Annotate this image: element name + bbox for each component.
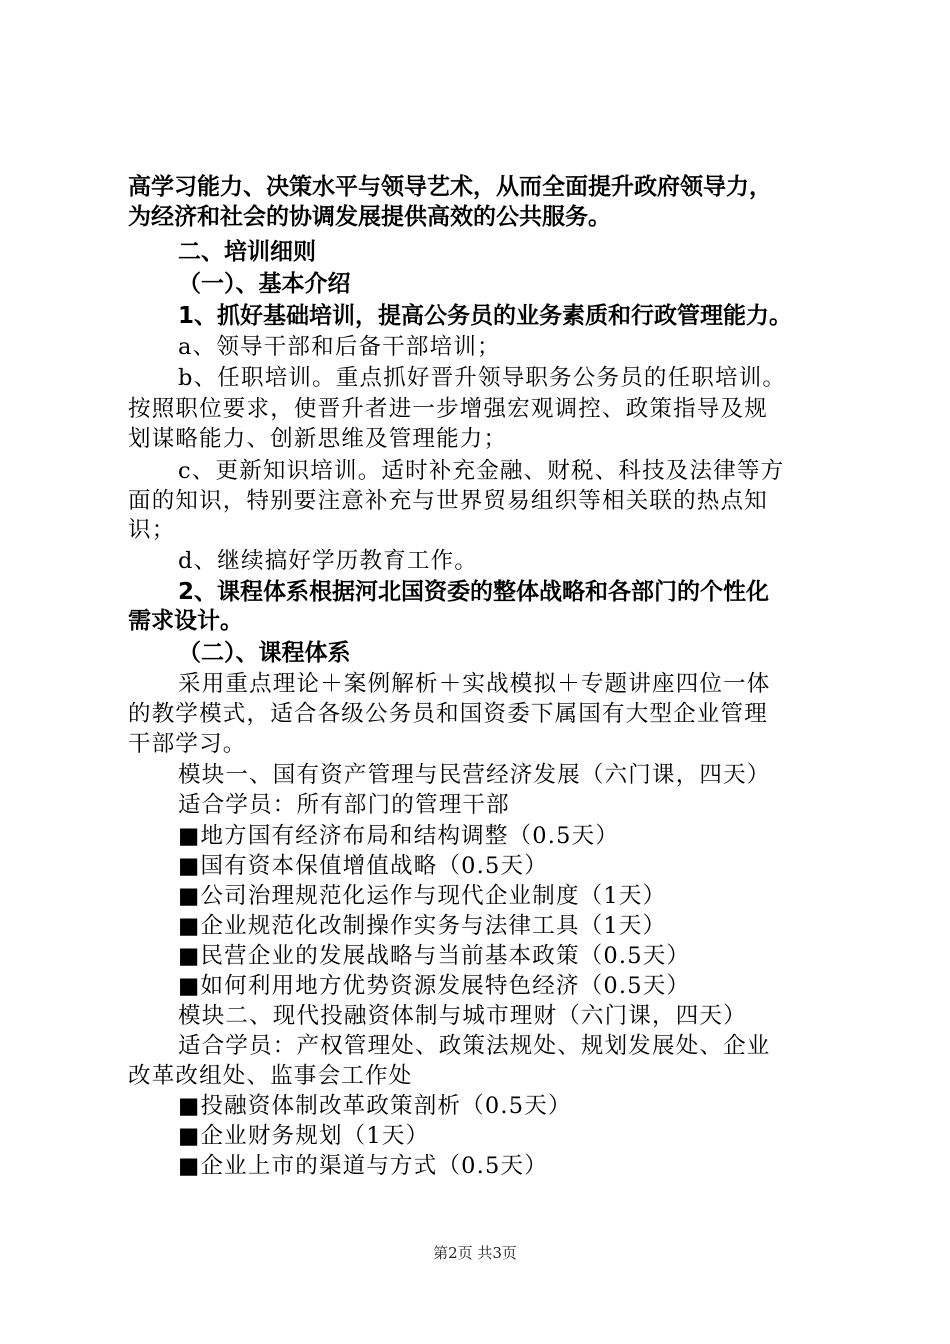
audience-line: 改革改组处、监事会工作处 bbox=[128, 1063, 413, 1089]
list-item: c、更新知识培训。适时补充金融、财税、科技及法律等方 bbox=[178, 458, 785, 484]
course-item: ■如何利用地方优势资源发展特色经济（0.5天） bbox=[178, 973, 691, 999]
course-item: ■地方国有经济布局和结构调整（0.5天） bbox=[178, 823, 620, 849]
page-number: 第2页 共3页 bbox=[433, 1244, 517, 1262]
course-item: ■国有资本保值增值战略（0.5天） bbox=[178, 853, 548, 879]
list-item: a、领导干部和后备干部培训； bbox=[178, 334, 501, 360]
course-item: ■企业上市的渠道与方式（0.5天） bbox=[178, 1153, 548, 1179]
paragraph-line: 为经济和社会的协调发展提供高效的公共服务。 bbox=[128, 204, 611, 230]
paragraph-line: 识； bbox=[128, 517, 176, 543]
course-item: ■公司治理规范化运作与现代企业制度（1天） bbox=[178, 883, 667, 909]
course-item: ■企业财务规划（1天） bbox=[178, 1123, 430, 1149]
course-item: ■企业规范化改制操作实务与法律工具（1天） bbox=[178, 913, 667, 939]
paragraph-line: 干部学习。 bbox=[128, 731, 247, 757]
audience-line: 适合学员：产权管理处、政策法规处、规划发展处、企业 bbox=[178, 1033, 771, 1059]
course-item: ■民营企业的发展战略与当前基本政策（0.5天） bbox=[178, 943, 691, 969]
section-heading: 二、培训细则 bbox=[178, 239, 316, 265]
paragraph-line: 需求设计。 bbox=[128, 608, 243, 634]
paragraph-line: 1、抓好基础培训，提高公务员的业务素质和行政管理能力。 bbox=[178, 303, 793, 329]
module-heading: 模块一、国有资产管理与民营经济发展（六门课，四天） bbox=[178, 762, 771, 788]
subsection-heading: （一）、基本介绍 bbox=[178, 271, 351, 297]
paragraph-line: 的教学模式，适合各级公务员和国资委下属国有大型企业管理 bbox=[128, 701, 768, 727]
paragraph-line: 高学习能力、决策水平与领导艺术，从而全面提升政府领导力， bbox=[128, 174, 772, 200]
paragraph-line: 采用重点理论＋案例解析＋实战模拟＋专题讲座四位一体 bbox=[178, 671, 771, 697]
paragraph-line: 划谋略能力、创新思维及管理能力； bbox=[128, 426, 508, 452]
page-footer bbox=[0, 1242, 950, 1263]
subsection-heading: （二）、课程体系 bbox=[178, 640, 351, 666]
course-item: ■投融资体制改革政策剖析（0.5天） bbox=[178, 1093, 572, 1119]
paragraph-line: 2、课程体系根据河北国资委的整体战略和各部门的个性化 bbox=[178, 579, 770, 605]
paragraph-line: 按照职位要求，使晋升者进一步增强宏观调控、政策指导及规 bbox=[128, 396, 768, 422]
list-item: d、继续搞好学历教育工作。 bbox=[178, 548, 479, 574]
list-item: b、任职培训。重点抓好晋升领导职务公务员的任职培训。 bbox=[178, 365, 787, 391]
audience-line: 适合学员：所有部门的管理干部 bbox=[178, 792, 510, 818]
paragraph-line: 面的知识，特别要注意补充与世界贸易组织等相关联的热点知 bbox=[128, 488, 768, 514]
module-heading: 模块二、现代投融资体制与城市理财（六门课，四天） bbox=[178, 1003, 747, 1029]
